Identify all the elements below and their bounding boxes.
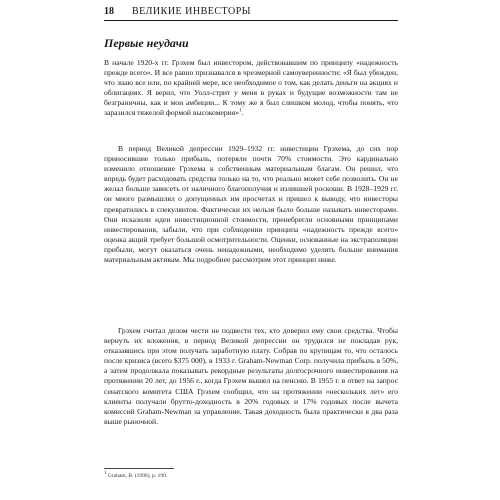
running-head: ВЕЛИКИЕ ИНВЕСТОРЫ — [132, 6, 252, 17]
page-number: 18 — [104, 6, 114, 17]
paragraph-1-text: В начале 1920-х гг. Грэхем был инвестором, действовавшим по принципу «надежность прежде всего». И все равно признавался в чрезмерной самоуверенности: «Я был убежден, что знаю все или, по крайней мере, все необходимое о том, как делать деньги на акциях и облигациях. Я верил, что Уолл-стрит у меня в руках и будущие возможности там не безграничны, как и мои амбиции... К тому же я был слишком молод, чтобы понять, что заразился тяжелой формой высокомерия» — [104, 58, 398, 118]
footnote-text: Graham, B. (1996), p. 190. — [107, 473, 168, 479]
paragraph-2: В период Великой депрессии 1929–1932 гг. инвестиции Грэхема, до сих пор приносившие только прибыль, потеряли почти 70% стоимости. Это кардинально изменило отношение Грэхема к собственным материальным благам. Он решил, что впредь будет расходовать средства только на то, что реально может себе позволить. Он не желал больше зависеть от наличного благополучия и излишней роскоши. В 1928–1929 гг. он много размышлял о допущенных им просчетах и пришел к выводу, что инвесторы превратились в спекулянтов. Фактически их нельзя было больше называть инвесторами. Они исказили идеи инвестиционной стоимости, пренебрегли основными принципами инвестирования, забыли, что при соблюдении принципа «надежность прежде всего» оценка акций требует большой осмотрительности. Оценки, основанные на экстраполяции прибыли, могут оказаться очень ненадежными, необходимо уделять больше внимания материальным активам. Мы подробнее рассмотрим этот принцип ниже. — [104, 144, 398, 265]
paragraph-1: В начале 1920-х гг. Грэхем был инвестором, действовавшим по принципу «надежность прежде всего». И все равно признавался в чрезмерной самоуверенности: «Я был убежден, что знаю все или, по крайней мере, все необходимое о том, как делать деньги на акциях и облигациях. Я верил, что Уолл-стрит у меня в руках и будущие возможности там не безграничны, как и мои амбиции... К тому же я был слишком молод, чтобы понять, что заразился тяжелой формой высокомерия»$^1$. — [104, 58, 398, 118]
footnote-divider — [104, 468, 174, 469]
page-header — [104, 6, 398, 21]
footnote-reference: 1 — [239, 108, 242, 114]
footnote — [104, 473, 167, 479]
footnote-marker: 1 — [104, 471, 107, 477]
paragraph-3: Грэхем считал делом чести не подвести тех, кто доверил ему свои средства. Чтобы вернуть их вложения, в период Великой депрессии он трудился не покладая рук, отказавшись при этом получать заработную плату. Собрав по крупицам то, что осталось после кризиса (всего $375 000), в 1933 г. Graham-Newman Corp. получила прибыль в 50%, а затем продолжала показывать рекордные результаты долгосрочного инвестирования на протяжении 20 лет, до 1956 г., когда Грэхем вышел на пенсию. В 1955 г. в ответ на запрос сенатского комитета США Грэхем сообщил, что на протяжении «нескольких лет» его клиенты получали брутто-доходность в 20% годовых и 17% годовых после вычета комиссий Graham-Newman за управление. Такая доходность была практически в два раза выше рыночной. — [104, 326, 398, 426]
section-title: Первые неудачи — [104, 36, 189, 50]
